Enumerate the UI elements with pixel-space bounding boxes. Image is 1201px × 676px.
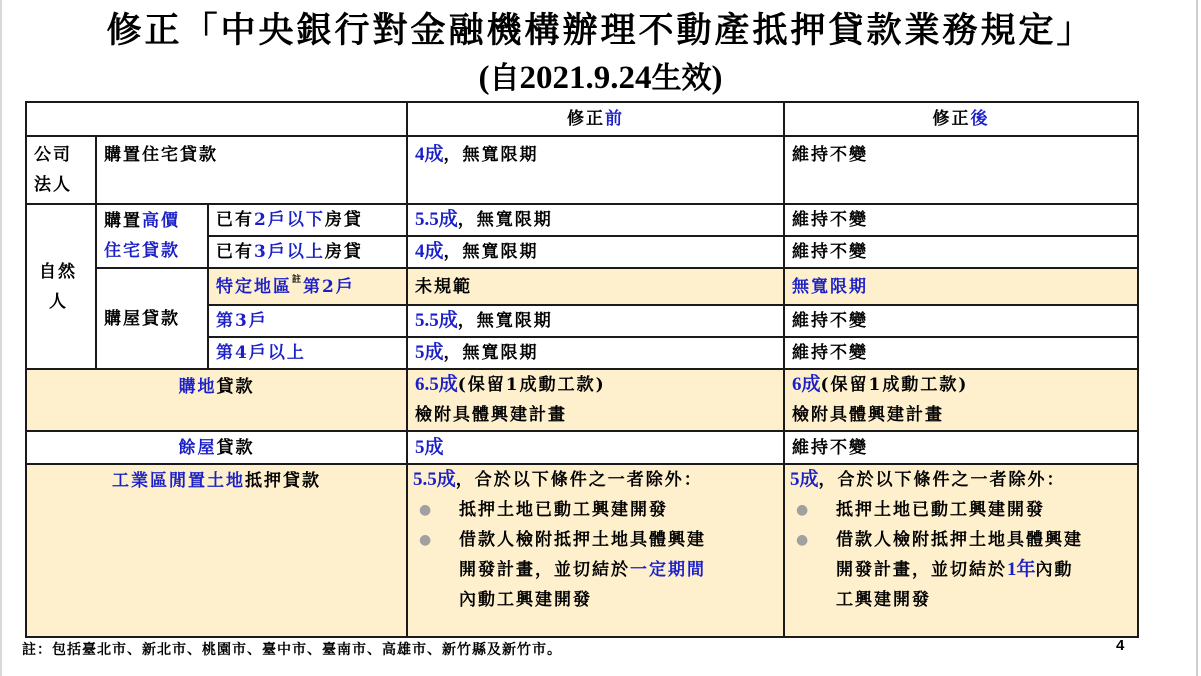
group-high-price-housing: 購置高價 住宅貸款 [96,204,208,268]
condition-3rd-house: 第3戶 [208,305,407,337]
header-before: 修正前 [407,102,784,136]
before-industrial-land: 5.5成，合於以下條件之一者除外： ● 抵押土地已動工興建開發 ● 借款人檢附抵押土地具體興建 開發計畫，並切結於一定期間 內動工興建開發 [407,464,784,637]
after-high-price-3: 維持不變 [784,236,1138,268]
category-corporate: 公司 法人 [26,136,96,204]
condition-2-or-less: 已有2戶以下房貸 [208,204,407,236]
page-title: 修正「中央銀行對金融機構辦理不動產抵押貸款業務規定」 [106,10,1095,51]
table-row-corporate [26,136,1138,204]
regulation-comparison-table [25,101,1139,638]
footnote: 註：包括臺北市、新北市、桃園市、臺中市、臺南市、高雄市、新竹縣及新竹市。 [22,642,562,658]
bullet-icon: ● [796,532,811,548]
after-3rd-house: 維持不變 [784,305,1138,337]
table-row-surplus-loan [26,431,1138,464]
bullet-icon: ● [419,502,434,518]
slide-frame-right [1196,0,1198,676]
before-corporate: 4成，無寬限期 [407,136,784,204]
bullet-icon: ● [796,502,811,518]
category-natural-person: 自然 人 [26,204,96,369]
before-3rd-house: 5.5成，無寬限期 [407,305,784,337]
item-land-loan: 購地貸款 [26,369,407,431]
after-specific-area-2nd: 無寬限期 [784,268,1138,305]
item-industrial-land: 工業區閒置土地抵押貸款 [26,464,407,637]
after-4th-house: 維持不變 [784,337,1138,369]
page-subtitle: (自2021.9.24生效) [478,60,723,96]
table-row-high-price-2 [26,204,1138,236]
condition-4th-house-plus: 第4戶以上 [208,337,407,369]
table-row-industrial-land [26,464,1138,637]
header-after: 修正後 [784,102,1138,136]
table-row-specific-area-2nd [26,268,1138,305]
item-surplus-loan: 餘屋貸款 [26,431,407,464]
item-corporate-housing: 購置住宅貸款 [96,136,407,204]
before-high-price-2: 5.5成，無寬限期 [407,204,784,236]
after-land-loan: 6成(保留1成動工款) 檢附具體興建計畫 [784,369,1138,431]
before-land-loan: 6.5成(保留1成動工款) 檢附具體興建計畫 [407,369,784,431]
after-corporate: 維持不變 [784,136,1138,204]
footnote-mark: 註 [292,274,304,285]
condition-3-or-more: 已有3戶以上房貸 [208,236,407,268]
slide-frame-left [0,0,2,676]
table-header-row [26,102,1138,136]
group-house-loan: 購屋貸款 [96,268,208,369]
header-blank [26,102,407,136]
condition-specific-area-2nd: 特定地區$^註$第2戶 [208,268,407,305]
after-surplus-loan: 維持不變 [784,431,1138,464]
after-industrial-land: 5成，合於以下條件之一者除外： ● 抵押土地已動工興建開發 ● 借款人檢附抵押土地具體興建 開發計畫，並切結於1年內動 工興建開發 [784,464,1138,637]
before-specific-area-2nd: 未規範 [407,268,784,305]
before-surplus-loan: 5成 [407,431,784,464]
before-high-price-3: 4成，無寬限期 [407,236,784,268]
page-number: 4 [1116,637,1125,654]
before-4th-house: 5成，無寬限期 [407,337,784,369]
after-high-price-2: 維持不變 [784,204,1138,236]
table-row-land-loan [26,369,1138,431]
bullet-icon: ● [419,532,434,548]
